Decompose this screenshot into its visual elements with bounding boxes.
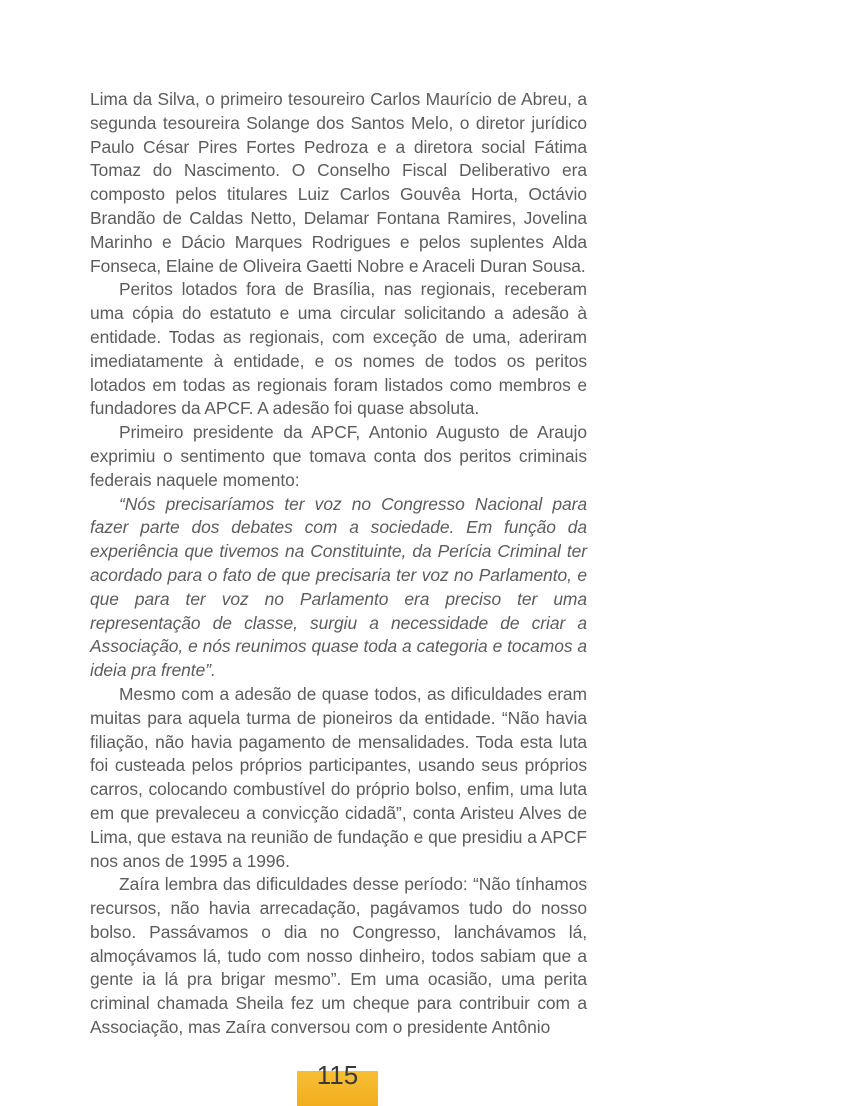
paragraph-6: Zaíra lembra das dificuldades desse período: “Não tínhamos recursos, não havia arrecadação, pagávamos tudo do nosso bolso. Passávamos o dia no Congresso, lanchávamos lá, almoçávamos lá, tudo com nosso dinheiro, todos sabiam que a gente ia lá pra brigar mesmo”. Em uma ocasião, uma perita criminal chamada Sheila fez um cheque para contribuir com a Associação, mas Zaíra conversou com o presidente Antônio bbox=[90, 874, 587, 1038]
paragraph-1: Lima da Silva, o primeiro tesoureiro Carlos Maurício de Abreu, a segunda tesoureira Solange dos Santos Melo, o diretor jurídico Paulo César Pires Fortes Pedroza e a diretora social Fátima Tomaz do Nascimento. O Conselho Fiscal Deliberativo era composto pelos titulares Luiz Carlos Gouvêa Horta, Octávio Brandão de Caldas Netto, Delamar Fontana Ramires, Jovelina Marinho e Dácio Marques Rodrigues e pelos suplentes Alda Fonseca, Elaine de Oliveira Gaetti Nobre e Araceli Duran Sousa. bbox=[90, 89, 587, 276]
page-number: 115 bbox=[316, 1060, 359, 1090]
body-text bbox=[90, 88, 587, 1040]
paragraph-2: Peritos lotados fora de Brasília, nas regionais, receberam uma cópia do estatuto e uma circular solicitando a adesão à entidade. Todas as regionais, com exceção de uma, aderiram imediatamente à entidade, e os nomes de todos os peritos lotados em todas as regionais foram listados como membros e fundadores da APCF. A adesão foi quase absoluta. bbox=[90, 279, 587, 419]
quote-paragraph: “Nós precisaríamos ter voz no Congresso Nacional para fazer parte dos debates com a sociedade. Em função da experiência que tivemos na Constituinte, da Perícia Criminal ter acordado para o fato de que precisaria ter voz no Parlamento, e que para ter voz no Parlamento era preciso ter uma representação de classe, surgiu a necessidade de criar a Associação, e nós reunimos quase toda a categoria e tocamos a ideia pra frente”. bbox=[90, 493, 587, 681]
paragraph-3: Primeiro presidente da APCF, Antonio Augusto de Araujo exprimiu o sentimento que tomava conta dos peritos criminais federais naquele momento: bbox=[90, 422, 587, 490]
paragraph-5: Mesmo com a adesão de quase todos, as dificuldades eram muitas para aquela turma de pioneiros da entidade. “Não havia filiação, não havia pagamento de mensalidades. Toda esta luta foi custeada pelos próprios participantes, usando seus próprios carros, colocando combustível do próprio bolso, enfim, uma luta em que prevaleceu a convicção cidadã”, conta Aristeu Alves de Lima, que estava na reunião de fundação e que presidiu a APCF nos anos de 1995 a 1996. bbox=[90, 683, 587, 871]
